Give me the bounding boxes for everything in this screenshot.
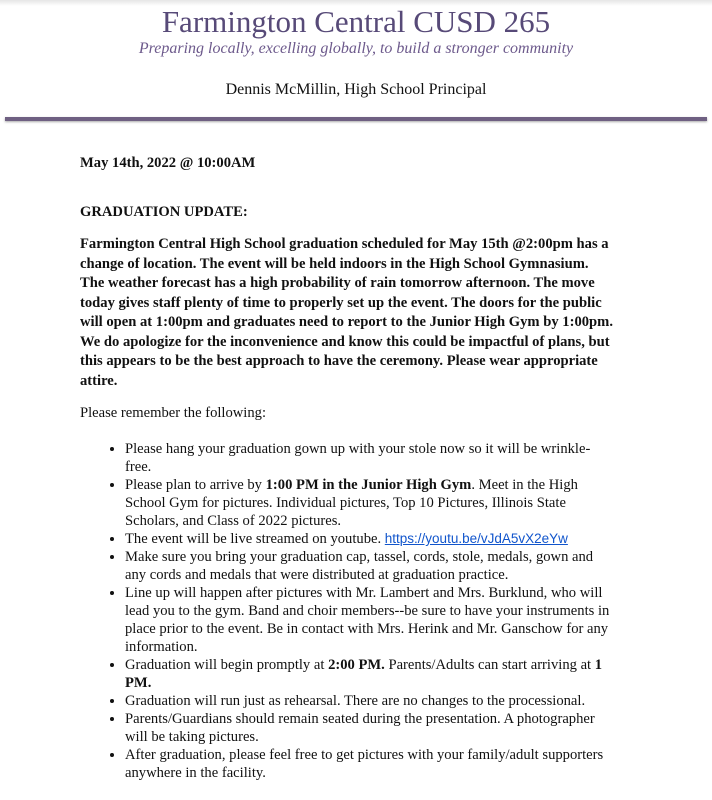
list-item: [125, 692, 615, 710]
district-title: Farmington Central CUSD 265: [161, 4, 551, 39]
list-item-text: . Meet in the High School Gym for pictures. Individual pictures, Top 10 Pictures, Illinois State Scholars, and Class of 2022 pictures.: [125, 477, 578, 529]
list-item: [125, 440, 615, 476]
list-item-text: Parents/Adults can start arriving at: [384, 657, 595, 673]
list-item: [125, 656, 615, 692]
list-item-text: After graduation, please feel free to get pictures with your family/adult supporters anywhere in the facility.: [125, 747, 604, 781]
reminder-list: [80, 440, 615, 782]
list-item-text: Graduation will run just as rehearsal. There are no changes to the processional.: [125, 693, 586, 709]
list-item-text: Parents/Guardians should remain seated during the presentation. A photographer will be taking pictures.: [125, 711, 595, 745]
list-item-bold: 2:00 PM.: [328, 657, 385, 673]
remember-intro: Please remember the following:: [80, 405, 267, 421]
principal-name: Dennis McMillin, High School Principal: [225, 81, 487, 98]
list-item-text: Graduation will begin promptly at: [125, 657, 329, 673]
district-tagline: Preparing locally, excelling globally, to build a stronger community: [138, 40, 574, 57]
list-item: [125, 530, 615, 548]
letter-heading: GRADUATION UPDATE:: [80, 204, 248, 220]
letter-date: May 14th, 2022 @ 10:00AM: [80, 155, 256, 171]
list-item: [125, 746, 615, 782]
youtube-link[interactable]: https://youtu.be/vJdA5vX2eYw: [384, 531, 568, 546]
list-item-text: Please plan to arrive by: [125, 477, 266, 493]
list-item-text: The event will be live streamed on youtube.: [125, 531, 385, 547]
letter-body: [80, 155, 615, 782]
list-item: [125, 710, 615, 746]
list-item: [125, 548, 615, 584]
list-item-text: Please hang your graduation gown up with your stole now so it will be wrinkle-free.: [125, 441, 591, 475]
list-item: [125, 476, 615, 530]
header-divider: [5, 117, 707, 121]
list-item-bold: 1 PM.: [125, 657, 603, 691]
list-item-text: Line up will happen after pictures with Mr. Lambert and Mrs. Burklund, who will lead you to the gym. Band and choir members--be sure to have your instruments in place prior to the event. Be in contact with Mrs. Herink and Mr. Ganschow for any information.: [125, 585, 610, 655]
list-item-bold: 1:00 PM in the Junior High Gym: [265, 477, 472, 493]
list-item: [125, 584, 615, 656]
list-item-text: Make sure you bring your graduation cap, tassel, cords, stole, medals, gown and any cords and medals that were distributed at graduation practice.: [125, 549, 594, 583]
announcement-paragraph: Farmington Central High School graduation scheduled for May 15th @2:00pm has a change of location. The event will be held indoors in the High School Gymnasium. The weather forecast has a high probability of rain tomorrow afternoon. The move today gives staff plenty of time to properly set up the event. The doors for the public will open at 1:00pm and graduates need to report to the Junior High Gym by 1:00pm. We do apologize for the inconvenience and know this could be impactful of plans, but this appears to be the best approach to have the ceremony. Please wear appropriate attire.: [80, 236, 613, 389]
